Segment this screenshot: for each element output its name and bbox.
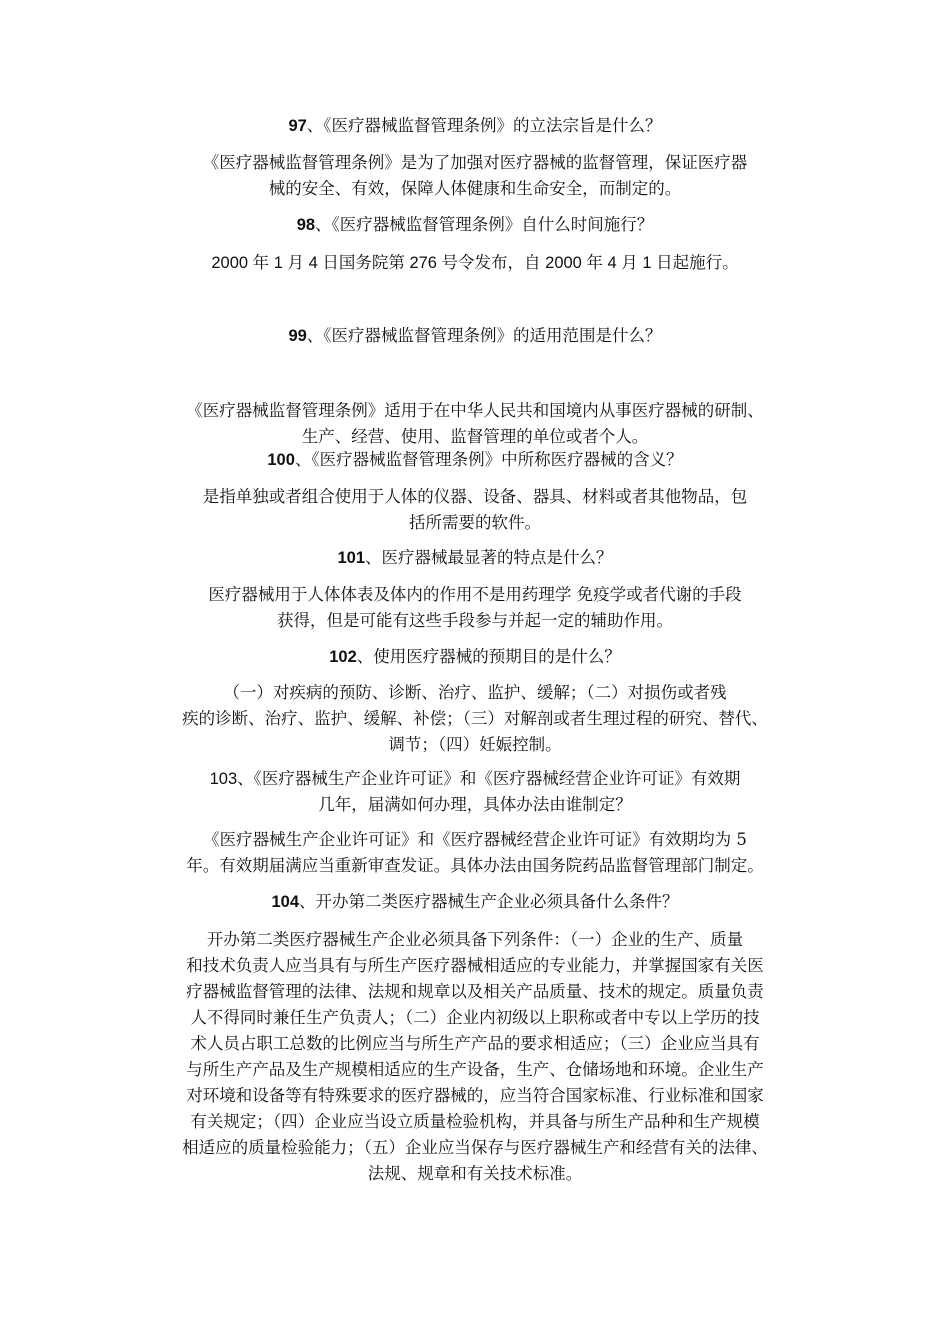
- answer-104-line-3: 疗器械监督管理的法律、法规和规章以及相关产品质量、技术的规定。质量负责: [186, 982, 764, 1001]
- answer-99-line-1: 《医疗器械监督管理条例》适用于在中华人民共和国境内从事医疗器械的研制、: [186, 401, 764, 420]
- answer-104-line-8: 有关规定；（四）企业应当设立质量检验机构，并具备与所生产品种和生产规模: [190, 1112, 760, 1131]
- answer-102-line-2: 疾的诊断、治疗、监护、缓解、补偿；（三）对解剖或者生理过程的研究、替代、: [182, 709, 768, 728]
- question-98: [0, 212, 950, 238]
- question-101: [0, 545, 950, 571]
- answer-103-line-1: 《医疗器械生产企业许可证》和《医疗器械经营企业许可证》有效期均为 5: [203, 830, 747, 849]
- answer-104-line-9: 相适应的质量检验能力；（五）企业应当保存与医疗器械生产和经营有关的法律、: [182, 1138, 768, 1157]
- question-104: [0, 889, 950, 915]
- answer-102-line-1: （一）对疾病的预防、诊断、治疗、监护、缓解；（二）对损伤或者残: [223, 683, 727, 702]
- question-103-line-2: 几年，届满如何办理，具体办法由谁制定？: [318, 795, 632, 814]
- answer-104-line-10: 法规、规章和有关技术标准。: [367, 1164, 583, 1183]
- answer-104-line-1: 开办第二类医疗器械生产企业必须具备下列条件：（一）企业的生产、质量: [206, 930, 744, 949]
- question-number: 101: [337, 549, 366, 567]
- question-number: 97: [288, 117, 307, 135]
- question-number: 99: [288, 327, 307, 345]
- question-text: 、《医疗器械监督管理条例》自什么时间施行？: [315, 215, 654, 234]
- answer-101-line-1: 医疗器械用于人体体表及体内的作用不是用药理学 免疫学或者代谢的手段: [208, 585, 742, 604]
- question-text: 、《医疗器械生产企业许可证》和《医疗器械经营企业许可证》有效期: [237, 769, 741, 788]
- answer-97-line-1: 《医疗器械监督管理条例》是为了加强对医疗器械的监督管理，保证医疗器: [202, 153, 748, 172]
- question-number: 104: [271, 893, 300, 911]
- answer-104-line-7: 对环境和设备等有特殊要求的医疗器械的，应当符合国家标准、行业标准和国家: [186, 1086, 764, 1105]
- question-text: 、使用医疗器械的预期目的是什么？: [356, 647, 621, 666]
- question-text: 、《医疗器械监督管理条例》的适用范围是什么？: [306, 326, 662, 345]
- answer-99-line-2: 生产、经营、使用、监督管理的单位或者个人。: [301, 427, 649, 446]
- question-100: [0, 447, 950, 473]
- question-number: 103: [209, 770, 238, 788]
- question-text: 、《医疗器械监督管理条例》的立法宗旨是什么？: [306, 116, 662, 135]
- question-number: 98: [296, 216, 316, 234]
- question-97: [0, 113, 950, 139]
- answer-101-line-2: 获得，但是可能有这些手段参与并起一定的辅助作用。: [277, 611, 673, 630]
- question-number: 102: [329, 648, 357, 666]
- question-text: 、医疗器械最显著的特点是什么？: [365, 548, 613, 567]
- answer-98-line-1: 2000 年 1 月 4 日国务院第 276 号令发布，自 2000 年 4 月 1 日起施行。: [211, 254, 739, 272]
- answer-104-line-4: 人不得同时兼任生产负责人；（二）企业内初级以上职称或者中专以上学历的技: [190, 1008, 760, 1027]
- question-103-line-1: [0, 766, 950, 792]
- question-text: 、开办第二类医疗器械生产企业必须具备什么条件？: [299, 892, 679, 911]
- answer-103-line-2: 年。有效期届满应当重新审查发证。具体办法由国务院药品监督管理部门制定。: [186, 856, 764, 875]
- answer-97-line-2: 械的安全、有效，保障人体健康和生命安全，而制定的。: [268, 179, 682, 198]
- question-99: [0, 323, 950, 349]
- answer-102-line-3: 调节；（四）妊娠控制。: [388, 735, 562, 754]
- question-number: 100: [267, 451, 295, 469]
- answer-104-line-2: 和技术负责人应当具有与所生产医疗器械相适应的专业能力，并掌握国家有关医: [186, 956, 764, 975]
- answer-100-line-1: 是指单独或者组合使用于人体的仪器、设备、器具、材料或者其他物品，包: [202, 487, 748, 506]
- answer-100-line-2: 括所需要的软件。: [409, 513, 541, 532]
- answer-104-line-6: 与所生产产品及生产规模相适应的生产设备，生产、仓储场地和环境。企业生产: [186, 1060, 764, 1079]
- question-102: [0, 644, 950, 670]
- question-text: 、《医疗器械监督管理条例》中所称医疗器械的含义？: [294, 450, 683, 469]
- answer-104-line-5: 术人员占职工总数的比例应当与所生产产品的要求相适应；（三）企业应当具有: [190, 1034, 760, 1053]
